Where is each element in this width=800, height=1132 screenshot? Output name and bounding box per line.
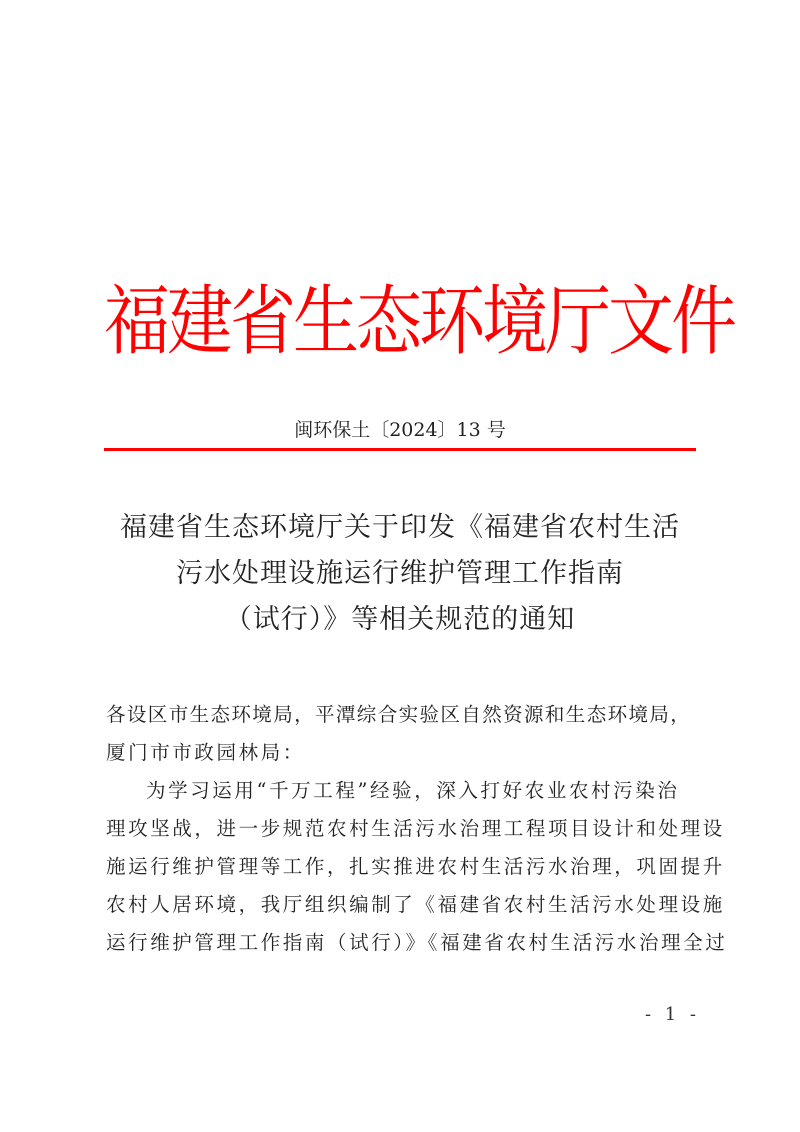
salutation-line: 各设区市生态环境局，平潭综合实验区自然资源和生态环境局，	[106, 703, 692, 726]
red-divider-rule	[104, 448, 696, 451]
salutation-line: 厦门市市政园林局：	[106, 741, 305, 764]
page-number: - 1 -	[644, 1004, 700, 1025]
masthead-title: 福建省生态环境厅文件	[104, 277, 734, 366]
document-body	[106, 696, 728, 962]
body-line: 为学习运用“千万工程”经验，深入打好农业农村污染治	[146, 779, 680, 802]
document-number: 闽环保土〔2024〕13 号	[294, 419, 506, 441]
body-line: 理攻坚战，进一步规范农村生活污水治理工程项目设计和处理设	[106, 817, 725, 840]
title-line: 福建省生态环境厅关于印发《福建省农村生活	[120, 512, 680, 543]
body-line: 运行维护管理工作指南（试行）》《福建省农村生活污水治理全过	[106, 931, 728, 954]
notice-title	[100, 505, 700, 643]
title-line: （试行）》等相关规范的通知	[224, 604, 576, 635]
body-line: 施运行维护管理等工作，扎实推进农村生活污水治理，巩固提升	[106, 855, 725, 878]
title-line: 污水处理设施运行维护管理工作指南	[176, 558, 624, 589]
body-line: 农村人居环境，我厅组织编制了《福建省农村生活污水处理设施	[106, 893, 725, 916]
